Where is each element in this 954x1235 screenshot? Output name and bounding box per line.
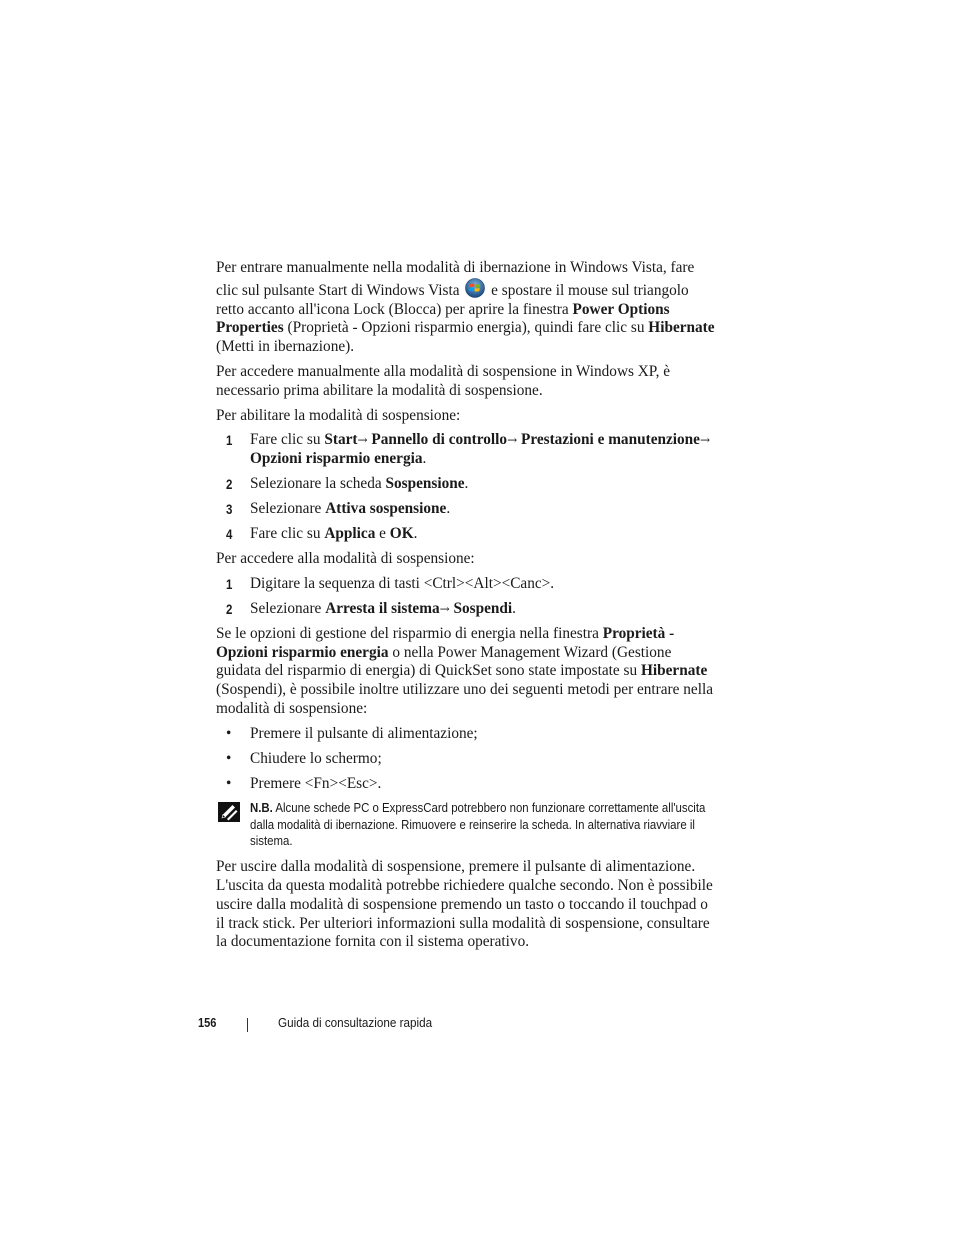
pencil-note-icon (218, 802, 240, 822)
ui-term: Applica (324, 525, 376, 543)
ui-term: Sospendi (453, 599, 513, 617)
paragraph-power-options (216, 625, 716, 719)
text: . (413, 525, 418, 543)
list-item (216, 500, 716, 519)
footer-title: Guida di consultazione rapida (278, 1015, 433, 1030)
text: Premere il pulsante di alimentazione; (250, 724, 478, 742)
ui-term: OK (389, 525, 414, 543)
text: (Sospendi), è possibile inoltre utilizzare uno dei seguenti metodi per entrare nella modalità di sospensione: (216, 681, 713, 718)
text: Premere <Fn><Esc>. (250, 774, 382, 792)
paragraph-enable: Per abilitare la modalità di sospensione: (216, 406, 461, 424)
text: Selezionare la scheda (250, 475, 382, 493)
paragraph-xp: Per accedere manualmente alla modalità di sospensione in Windows XP, è necessario prima abilitare la modalità di sospensione. (216, 362, 671, 399)
ui-term: Attiva sospensione (325, 500, 447, 518)
ui-term: Sospensione (385, 475, 465, 493)
ui-term: Power Options Properties (216, 300, 670, 337)
step-number: 1 (226, 576, 233, 592)
text: . (446, 500, 451, 518)
text: . (512, 599, 516, 617)
list-item (216, 525, 716, 544)
note-label: N.B. (250, 800, 273, 815)
ui-term: Hibernate (648, 319, 715, 337)
step-number: 3 (226, 502, 233, 518)
text: Selezionare (250, 500, 322, 518)
text: Fare clic su (250, 431, 321, 449)
paragraph-hibernate-vista (216, 259, 716, 357)
list-item (216, 750, 716, 769)
page-number: 156 (198, 1015, 217, 1030)
step-number: 2 (226, 477, 233, 493)
text: Alcune schede PC o ExpressCard potrebbero non funzionare correttamente all'uscita dalla modalità di ibernazione. Rimuovere e reinserire la scheda. In alternativa riavviare il sistema. (250, 800, 706, 849)
ui-term: Start (324, 431, 358, 449)
step-number: 1 (226, 433, 233, 449)
arrow-right-icon: → (439, 601, 450, 616)
text: . (422, 450, 427, 468)
text: (Metti in ibernazione). (216, 338, 355, 356)
list-item (216, 475, 716, 494)
page-content (216, 259, 716, 958)
ui-term: Prestazioni e manutenzione (520, 431, 700, 449)
ui-term: Arresta il sistema (325, 599, 440, 617)
list-item (216, 775, 716, 794)
text: . (464, 475, 469, 493)
step-number: 2 (226, 601, 233, 617)
ui-term: Opzioni risparmio energia (250, 450, 423, 468)
text: Fare clic su (250, 525, 321, 543)
list-item (216, 725, 716, 744)
text: Chiudere lo schermo; (250, 749, 382, 767)
text: e spostare il mouse sul triangolo retto accanto all'icona Lock (Blocca) per aprire la finestra (216, 281, 689, 318)
ui-term: Proprietà - Opzioni risparmio energia (216, 624, 675, 661)
bullet: • (226, 774, 232, 792)
arrow-right-icon: → (357, 433, 368, 448)
text: Se le opzioni di gestione del risparmio di energia nella finestra (216, 624, 599, 642)
paragraph-access-standby: Per accedere alla modalità di sospensione: (216, 550, 475, 568)
ui-term: Hibernate (640, 662, 708, 680)
access-steps-list (216, 575, 716, 619)
list-item (216, 600, 716, 619)
text: Digitare la sequenza di tasti <Ctrl><Alt><Canc>. (250, 574, 555, 592)
text: Per entrare manualmente nella modalità di ibernazione in Windows Vista, fare clic sul pulsante Start di Windows Vista (216, 259, 695, 299)
ui-term: Pannello di controllo (371, 431, 508, 449)
bullet: • (226, 749, 232, 767)
methods-bullet-list (216, 725, 716, 794)
text: e (379, 525, 386, 543)
arrow-right-icon: → (699, 433, 711, 448)
note-text (250, 800, 709, 850)
list-item (216, 431, 716, 469)
paragraph-exit-standby: Per uscire dalla modalità di sospensione, premere il pulsante di alimentazione. L'uscita da questa modalità potrebbe richiedere qualche secondo. Non è possibile uscire dalla modalità di sospensione premendo un tasto o toccando il touchpad o il track stick. Per ulteriori informazioni sulla modalità di sospensione, consultare la documentazione fornita con il sistema operativo. (216, 858, 713, 951)
windows-vista-start-orb-icon (465, 278, 485, 298)
text: Selezionare (250, 599, 322, 617)
text: (Proprietà - Opzioni risparmio energia), quindi fare clic su (287, 319, 645, 337)
list-item (216, 575, 716, 594)
step-number: 4 (226, 527, 233, 543)
bullet: • (226, 724, 232, 742)
arrow-right-icon: → (507, 433, 518, 448)
enable-steps-list (216, 431, 716, 544)
text: o nella Power Management Wizard (Gestione guidata del risparmio di energia) di QuickSet sono state impostate su (216, 643, 672, 680)
note-box (216, 800, 716, 850)
footer-divider (247, 1018, 248, 1032)
